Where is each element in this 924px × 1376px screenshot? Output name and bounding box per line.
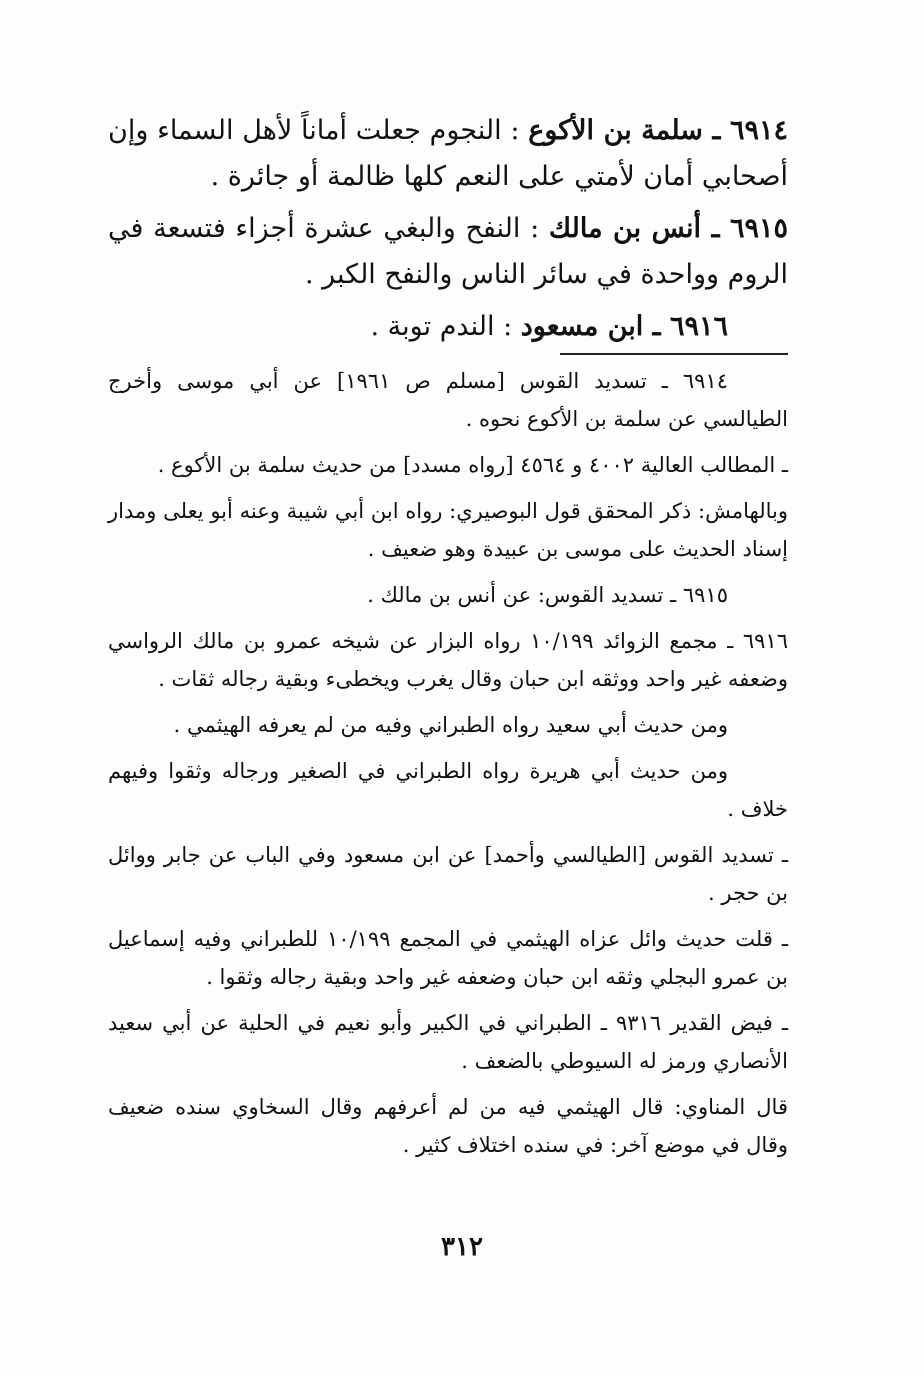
entry-narrator: سلمة بن الأكوع [528, 115, 703, 146]
footnote: ـ تسديد القوس [الطيالسي وأحمد] عن ابن مسعود وفي الباب عن جابر ووائل بن حجر . [108, 843, 788, 905]
footnote: ٦٩١٥ ـ تسديد القوس: عن أنس بن مالك . [367, 583, 728, 607]
hadith-entries [108, 108, 788, 356]
footnote-separator [560, 353, 788, 355]
footnote: ٦٩١٤ ـ تسديد القوس [مسلم ص ١٩٦١] عن أبي موسى وأخرج الطيالسي عن سلمة بن الأكوع نحوه . [108, 369, 788, 431]
footnote: ٦٩١٦ ـ مجمع الزوائد ١٠/١٩٩ رواه البزار عن شيخه عمرو بن مالك الرواسي وضعفه غير واحد ووثقه ابن حبان وقال يغرب ويخطىء وبقية رجاله ثقات . [108, 629, 788, 691]
entry-text: النجوم جعلت أماناً لأهل السماء وإن أصحابي أمان لأمتي على النعم كلها ظالمة أو جائرة . [108, 115, 788, 192]
hadith-entry-6915: ٦٩١٥ ـ أنس بن مالك : النفح والبغي عشرة أجزاء فتسعة في الروم وواحدة في سائر الناس والنفح الكبر . [108, 213, 788, 290]
footnote: وبالهامش: ذكر المحقق قول البوصيري: رواه ابن أبي شيبة وعنه أبو يعلى ومدار إسناد الحديث على موسى بن عبيدة وهو ضعيف . [108, 499, 788, 561]
footnote: ـ المطالب العالية ٤٠٠٢ و ٤٥٦٤ [رواه مسدد] من حديث سلمة بن الأكوع . [157, 453, 788, 477]
entry-number: ٦٩١٦ [669, 311, 728, 342]
entry-number: ٦٩١٥ [729, 213, 788, 244]
entry-text: الندم توبة . [370, 311, 495, 342]
footnote: ـ قلت حديث وائل عزاه الهيثمي في المجمع ١٠/١٩٩ للطبراني وفيه إسماعيل بن عمرو البجلي وثقه ابن حبان وضعفه غير واحد وبقية رجاله وثقوا . [108, 927, 788, 989]
entry-narrator: أنس بن مالك [548, 213, 702, 244]
entry-narrator: ابن مسعود [520, 311, 644, 342]
entry-text: النفح والبغي عشرة أجزاء فتسعة في الروم وواحدة في سائر الناس والنفح الكبر . [108, 213, 788, 290]
footnotes [108, 362, 788, 1172]
footnote: ومن حديث أبي سعيد رواه الطبراني وفيه من لم يعرفه الهيثمي . [173, 713, 728, 737]
footnote: ـ فيض القدير ٩٣١٦ ـ الطبراني في الكبير وأبو نعيم في الحلية عن أبي سعيد الأنصاري ورمز له السيوطي بالضعف . [108, 1011, 789, 1073]
hadith-entry-6916: ٦٩١٦ ـ ابن مسعود : الندم توبة . [370, 311, 728, 342]
page-number: ٣١٢ [441, 1232, 483, 1262]
hadith-entry-6914: ٦٩١٤ ـ سلمة بن الأكوع : النجوم جعلت أماناً لأهل السماء وإن أصحابي أمان لأمتي على النعم كلها ظالمة أو جائرة . [108, 115, 788, 192]
footnote: ومن حديث أبي هريرة رواه الطبراني في الصغير ورجاله وثقوا وفيهم خلاف . [108, 759, 788, 821]
footnote: قال المناوي: قال الهيثمي فيه من لم أعرفهم وقال السخاوي سنده ضعيف وقال في موضع آخر: في سنده اختلاف كثير . [108, 1095, 788, 1157]
entry-number: ٦٩١٤ [729, 115, 788, 146]
